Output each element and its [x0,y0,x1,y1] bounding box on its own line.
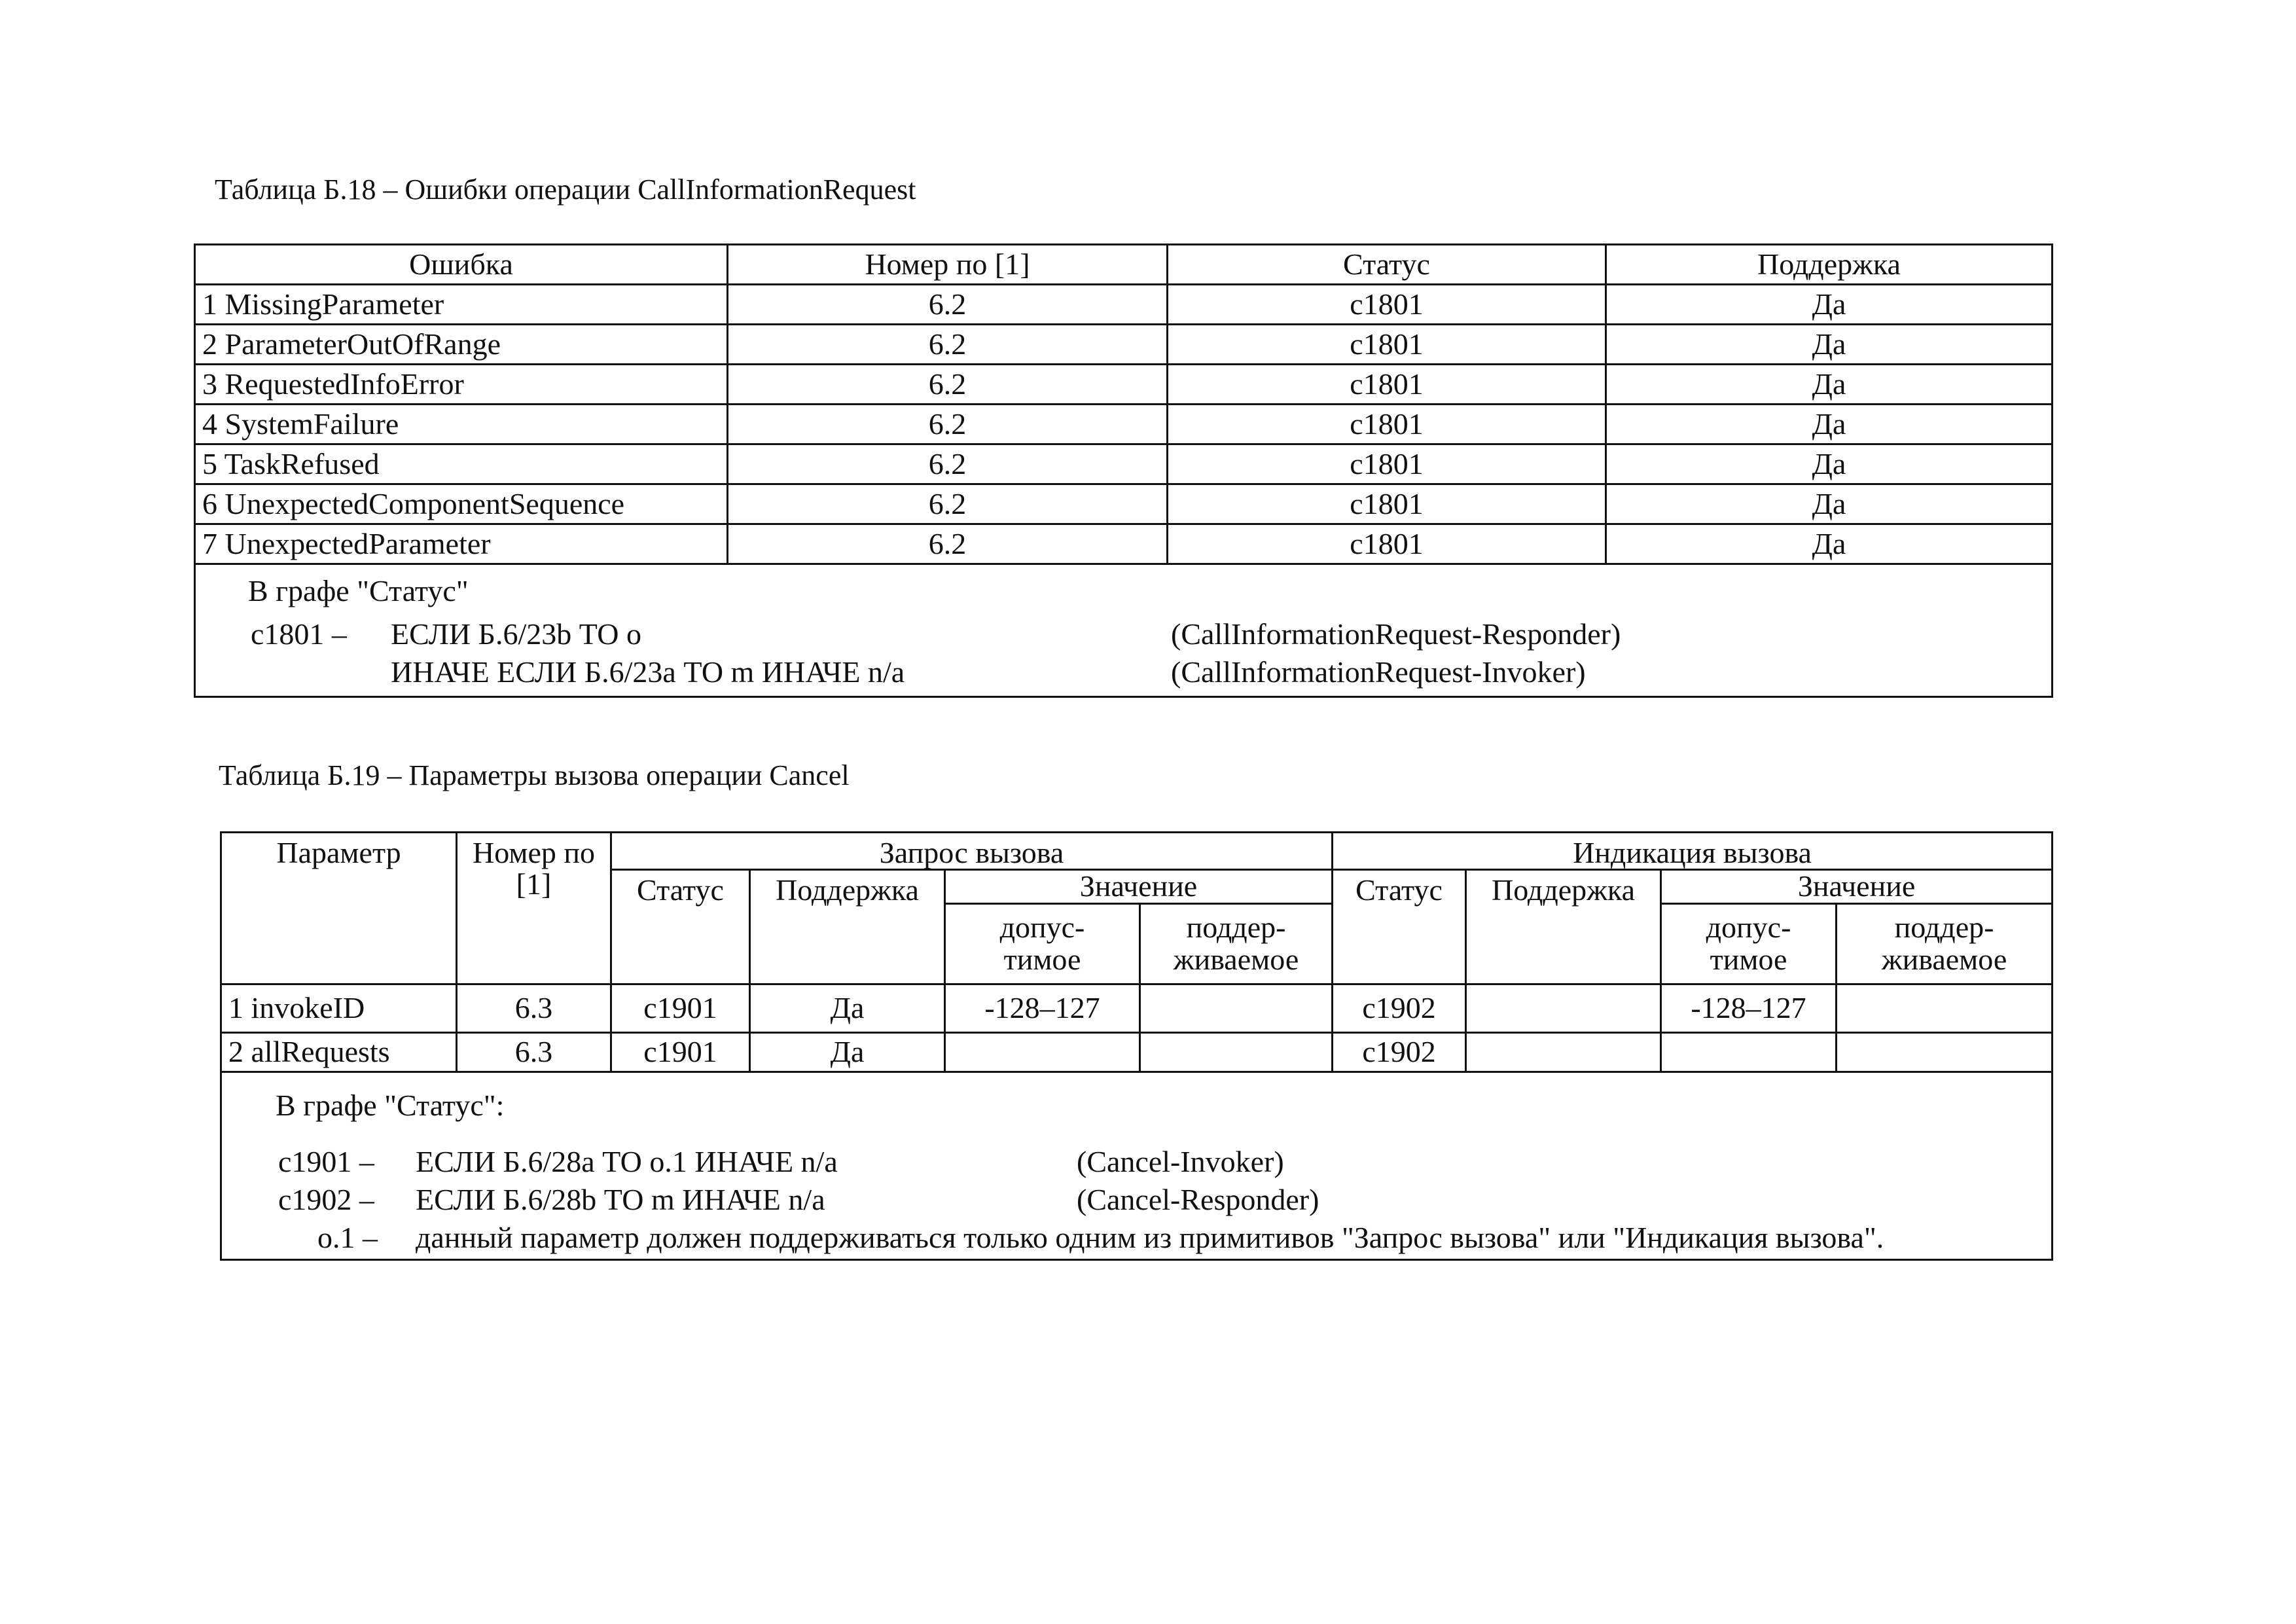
c1901-condition: ЕСЛИ Б.6/28а ТО о.1 ИНАЧЕ n/a [416,1144,838,1178]
request-support: Да [750,1032,945,1072]
error-status: c1801 [1168,524,1606,564]
header-number-line2: [1] [516,867,552,901]
param-name: 1 invokeID [221,984,457,1032]
error-number: 6.2 [728,444,1168,484]
c1801-code: c1801 – [251,617,347,651]
error-number: 6.2 [728,285,1168,325]
notes-row [221,1072,2053,1259]
error-name: 2 ParameterOutOfRange [195,325,728,365]
c1801-role-responder: (CallInformationRequest-Responder) [1171,617,1621,651]
o1-code: o.1 – [317,1220,378,1254]
indication-allowed [1661,1032,1837,1072]
header-indication-support: Поддержка [1466,870,1661,984]
error-name: 3 RequestedInfoError [195,365,728,405]
table-row [195,285,2053,325]
error-support: Да [1606,524,2053,564]
header-indication-supported [1837,903,2053,984]
param-name: 2 allRequests [221,1032,457,1072]
table1-caption: Таблица Б.18 – Ошибки операции CallInformationRequest [215,173,916,206]
error-support: Да [1606,325,2053,365]
header-number: Номер по [1] [728,245,1168,285]
supported-line1: поддер- [1894,911,1994,945]
table-row [195,365,2053,405]
error-support: Да [1606,285,2053,325]
table-row [195,524,2053,564]
allowed-line2: тимое [1710,942,1787,976]
error-number: 6.2 [728,484,1168,524]
c1902-role: (Cancel-Responder) [1077,1182,1319,1216]
indication-support [1466,984,1661,1032]
header-indication: Индикация вызова [1333,833,2053,870]
header-request-supported [1140,903,1333,984]
c1901-role: (Cancel-Invoker) [1077,1144,1284,1178]
status-notes [195,564,2053,697]
supported-line1: поддер- [1186,911,1286,945]
notes-row [195,564,2053,697]
header-indication-status: Статус [1333,870,1466,984]
table-row [195,325,2053,365]
header-request-status: Статус [611,870,750,984]
error-support: Да [1606,484,2053,524]
error-number: 6.2 [728,524,1168,564]
error-name: 6 UnexpectedComponentSequence [195,484,728,524]
error-name: 5 TaskRefused [195,444,728,484]
table2-caption: Таблица Б.19 – Параметры вызова операции Cancel [219,759,850,791]
table-row [221,1032,2053,1072]
indication-supported [1837,1032,2053,1072]
header-number-line1: Номер по [473,836,595,869]
errors-table [194,244,2053,698]
error-number: 6.2 [728,325,1168,365]
cancel-params-table [220,831,2053,1261]
allowed-line2: тимое [1003,942,1081,976]
c1901-code: c1901 – [278,1144,374,1178]
error-support: Да [1606,365,2053,405]
table-header-row [195,245,2053,285]
indication-support [1466,1032,1661,1072]
header-indication-value: Значение [1661,870,2053,903]
c1801-condition-2: ИНАЧЕ ЕСЛИ Б.6/23а ТО m ИНАЧЕ n/a [391,655,905,689]
notes-title: В графе "Статус": [276,1088,505,1122]
indication-allowed: -128–127 [1661,984,1837,1032]
header-request-value: Значение [945,870,1333,903]
error-status: c1801 [1168,405,1606,444]
error-name: 1 MissingParameter [195,285,728,325]
error-status: c1801 [1168,365,1606,405]
header-status: Статус [1168,245,1606,285]
error-support: Да [1606,444,2053,484]
table-header-row [221,833,2053,870]
c1801-role-invoker: (CallInformationRequest-Invoker) [1171,655,1586,689]
request-status: c1901 [611,984,750,1032]
c1902-code: c1902 – [278,1182,374,1216]
allowed-line1: допус- [1706,911,1791,945]
header-request-allowed [945,903,1140,984]
supported-line2: живаемое [1881,942,2007,976]
error-number: 6.2 [728,365,1168,405]
param-number: 6.3 [457,1032,611,1072]
param-number: 6.3 [457,984,611,1032]
supported-line2: живаемое [1173,942,1299,976]
header-number [457,833,611,984]
error-status: c1801 [1168,325,1606,365]
table-row [221,984,2053,1032]
header-error: Ошибка [195,245,728,285]
indication-supported [1837,984,2053,1032]
o1-description: данный параметр должен поддерживаться только одним из примитивов "Запрос вызова" или "Индикация вызова". [416,1220,1884,1254]
table-row [195,405,2053,444]
error-support: Да [1606,405,2053,444]
table-row [195,484,2053,524]
request-support: Да [750,984,945,1032]
header-support: Поддержка [1606,245,2053,285]
request-allowed: -128–127 [945,984,1140,1032]
indication-status: c1902 [1333,984,1466,1032]
error-status: c1801 [1168,484,1606,524]
error-status: c1801 [1168,285,1606,325]
notes-title: В графе "Статус" [248,574,469,607]
allowed-line1: допус- [999,911,1085,945]
c1801-condition-1: ЕСЛИ Б.6/23b ТО о [391,617,641,651]
header-param: Параметр [221,833,457,984]
request-supported [1140,1032,1333,1072]
error-number: 6.2 [728,405,1168,444]
request-status: c1901 [611,1032,750,1072]
request-allowed [945,1032,1140,1072]
indication-status: c1902 [1333,1032,1466,1072]
c1902-condition: ЕСЛИ Б.6/28b ТО m ИНАЧЕ n/a [416,1182,825,1216]
table-row [195,444,2053,484]
error-status: c1801 [1168,444,1606,484]
header-request: Запрос вызова [611,833,1333,870]
request-supported [1140,984,1333,1032]
error-name: 4 SystemFailure [195,405,728,444]
header-request-support: Поддержка [750,870,945,984]
error-name: 7 UnexpectedParameter [195,524,728,564]
status-notes [221,1072,2053,1259]
header-indication-allowed [1661,903,1837,984]
